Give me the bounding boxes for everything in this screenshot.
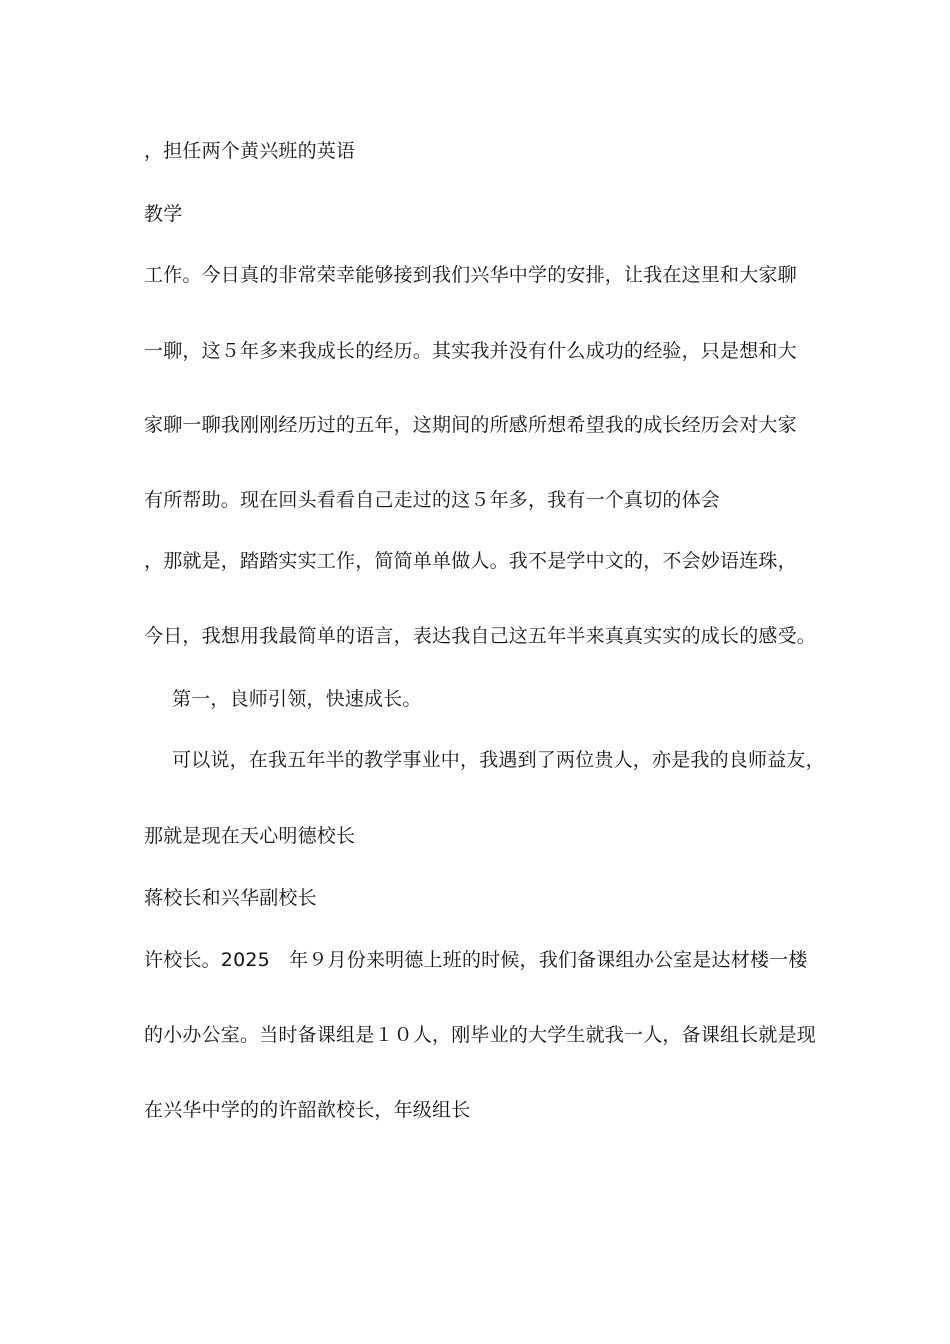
text-line: 一聊，这５年多来我成长的经历。其实我并没有什么成功的经验，只是想和大 [144, 340, 797, 362]
text-line: 可以说，在我五年半的教学事业中，我遇到了两位贵人，亦是我的良师益友， [172, 749, 825, 771]
text-line: 教学 [144, 203, 183, 225]
text-line: 工作。今日真的非常荣幸能够接到我们兴华中学的安排，让我在这里和大家聊 [144, 264, 797, 286]
text-line: ，那就是，踏踏实实工作，简简单单做人。我不是学中文的，不会妙语连珠， [144, 550, 797, 572]
text-line: 家聊一聊我刚刚经历过的五年，这期间的所感所想希望我的成长经历会对大家 [144, 414, 797, 436]
text-line: 在兴华中学的的许韶歆校长，年级组长 [144, 1099, 471, 1121]
text-line: ，担任两个黄兴班的英语 [144, 140, 356, 162]
text-line: 许校长。2025 年９月份来明德上班的时候，我们备课组办公室是达材楼一楼 [144, 949, 808, 971]
text-line: 有所帮助。现在回头看看自己走过的这５年多，我有一个真切的体会 [144, 489, 721, 511]
text-line: 的小办公室。当时备课组是１０人，刚毕业的大学生就我一人，备课组长就是现 [144, 1024, 817, 1046]
section-heading: 第一，良师引领，快速成长。 [172, 688, 422, 710]
text-line: 蒋校长和兴华副校长 [144, 887, 317, 909]
text-line: 那就是现在天心明德校长 [144, 825, 356, 847]
text-line: 今日，我想用我最简单的语言，表达我自己这五年半来真真实实的成长的感受。 [144, 625, 817, 647]
